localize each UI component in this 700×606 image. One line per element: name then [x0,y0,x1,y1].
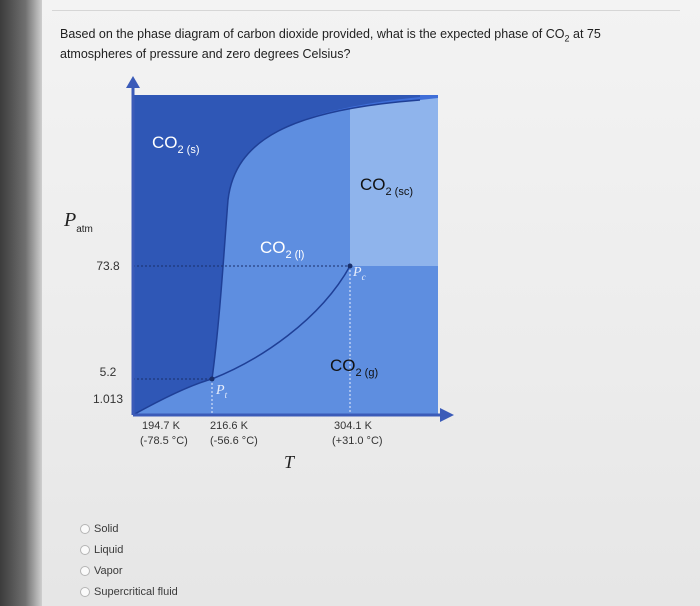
left-sidebar-edge [0,0,42,606]
option-label: Liquid [94,543,124,556]
triple-point-label: $P_t$ [216,383,228,400]
supercritical-region-label: $CO_{2 (sc)}$ [360,175,413,198]
radio-button[interactable] [80,566,90,576]
radio-button[interactable] [80,524,90,534]
answer-options [80,518,178,602]
option-solid[interactable] [80,518,178,539]
temp-label-critical-k: 304.1 K [334,420,372,432]
option-label: Vapor [94,564,123,577]
temp-label-sublimation-c: (-78.5 °C) [140,435,188,447]
option-supercritical-fluid[interactable] [80,581,178,602]
pressure-tick-critical: 73.8 [96,259,120,273]
temp-label-sublimation-k: 194.7 K [142,420,180,432]
y-axis-label-sub: atm [76,224,93,235]
option-label: Solid [94,522,119,535]
y-axis-arrow [126,76,140,88]
radio-button[interactable] [80,545,90,555]
temp-label-critical-c: (+31.0 °C) [332,435,383,447]
option-label: Supercritical fluid [94,585,178,598]
solid-region-label: $CO_{2 (s)}$ [152,133,200,156]
critical-point-label: $P_c$ [353,265,366,282]
divider [52,10,680,11]
radio-button[interactable] [80,587,90,597]
critical-point [348,264,353,269]
temp-label-triple-c: (-56.6 °C) [210,435,258,447]
question-text [60,27,660,62]
gas-region-label: $CO_{2 (g)}$ [330,356,379,379]
question-text-before: Based on the phase diagram of carbon dioxide provided, what is the expected phase of CO [60,27,565,41]
liquid-region-label: $CO_{2 (l)}$ [260,238,305,261]
question-text-after: at 75 atmospheres of pressure and zero degrees Celsius? [60,27,601,61]
pressure-tick-triple: 5.2 [99,365,117,379]
option-vapor[interactable] [80,560,178,581]
phase-diagram [60,70,480,470]
question-subscript: 2 [564,33,570,44]
pressure-tick-atm: 1.013 [92,392,124,406]
y-axis-label: $P_{atm}$ [64,209,93,235]
x-axis-label: T [284,452,295,470]
option-liquid[interactable] [80,539,178,560]
triple-point [210,377,215,382]
x-axis-arrow [440,408,454,422]
temp-label-triple-k: 216.6 K [210,420,248,432]
